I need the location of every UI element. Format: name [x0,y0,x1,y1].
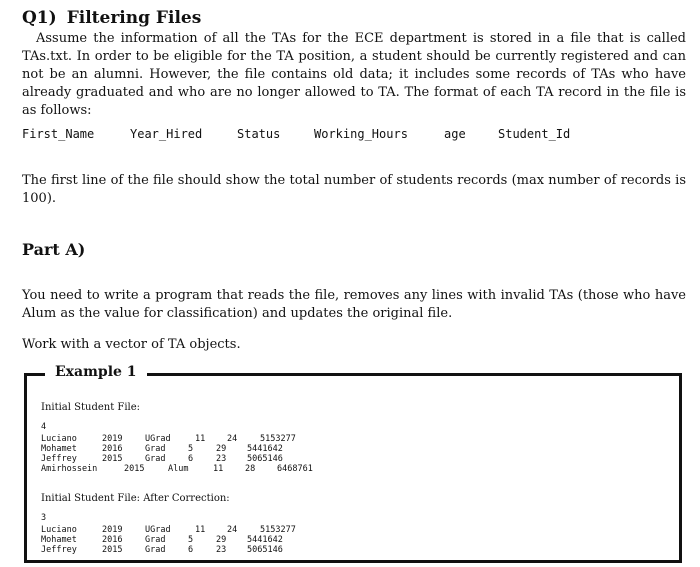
question-heading [22,8,201,28]
field-age: age [444,127,466,141]
field-working-hours: Working_Hours [314,127,408,141]
part-a-paragraph: You need to write a program that reads the file, removes any lines with invalid TAs (those who have Alum as the value for classification) and updates the original file. [22,288,686,321]
field-year-hired: Year_Hired [130,127,203,141]
first-line-paragraph: The first line of the file should show the total number of students records (max number of records is 100). [22,173,686,206]
question-title: Filtering Files [66,8,202,28]
field-student-id: Student_Id [498,127,571,141]
example-title: Example 1 [45,364,147,380]
field-first-name: First_Name [22,127,95,141]
corrected-file-label: Initial Student File: After Correction: [41,493,230,504]
initial-file-label: Initial Student File: [41,402,141,413]
vector-note: Work with a vector of TA objects. [22,337,241,352]
initial-record-count: 4 [41,422,47,432]
corrected-record-count: 3 [41,513,47,523]
part-a-heading: Part A) [22,240,86,259]
field-status: Status [237,127,281,141]
question-number: Q1) [22,8,57,28]
example-box: Example 1 Initial Student File: 4 Luciano 2019 UGrad 11 24 5153277 Mohamet 2016 Grad 5 29 5441642 Jeffrey 2015 Grad 6 23 5065146 Amirhossein 2015 Alum 11 28 6468761 Initial Student File: After Correction: 3 Luciano 2019 UGrad 11 24 5153277 Mohamet 2016 Grad 5 29 5441642 Jeffrey 2015 Grad 6 23 5065146 [24,373,682,563]
intro-paragraph: Assume the information of all the TAs for the ECE department is stored in a file that is called TAs.txt. In order to be eligible for the TA position, a student should be currently registered and can not be an alumni. However, the file contains old data; it includes some records of TAs who have already graduated and who are no longer allowed to TA. The format of each TA record in the file is as follows: [22,31,686,118]
